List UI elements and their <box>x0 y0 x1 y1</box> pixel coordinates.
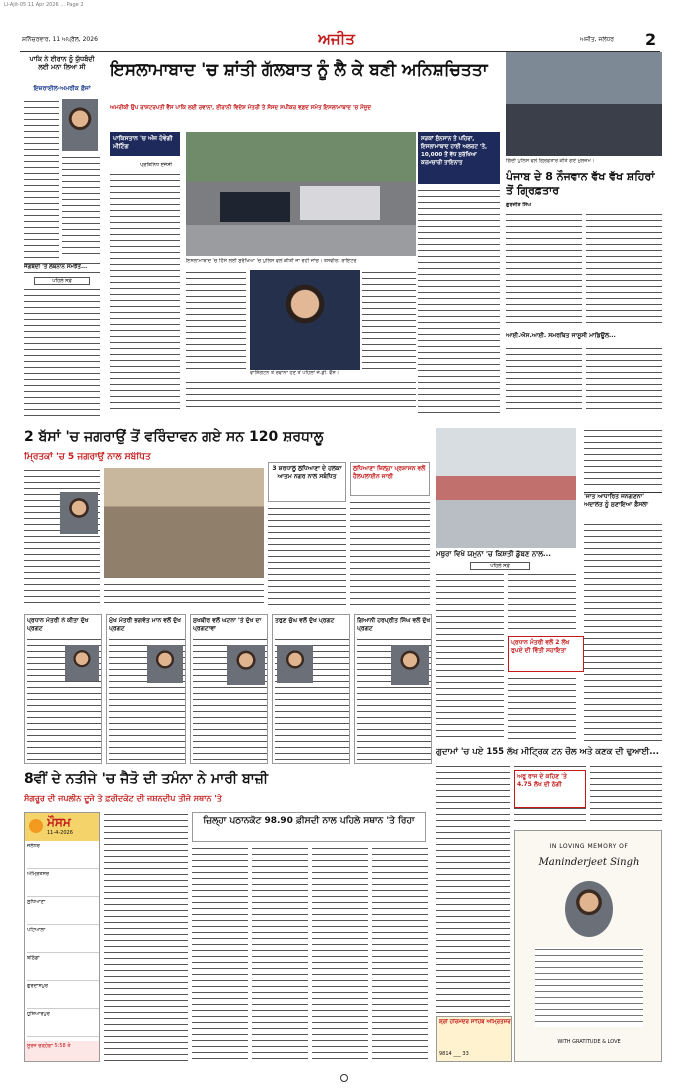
story2-text-1 <box>24 468 100 608</box>
lead-caption: ਇਸਲਾਮਾਬਾਦ 'ਚ ਹਿੱਸੇ ਲਈ ਸੁਰੱਖਿਆ 'ਚ ਪੁਲਿਸ ਵਲੋਂ ਕੀਤੀ ਜਾ ਰਹੀ ਜਾਂਚ। ਤਸਵੀਰ: ਰਾਇਟਰ <box>186 258 357 264</box>
masthead-edition: ਅਜੀਤ, ਜਲੰਧਰ <box>580 36 615 43</box>
weather-city: ਅੰਮ੍ਰਿਤਸਰ <box>27 871 49 877</box>
advert-phone: 9814 ___ 33 <box>439 1051 469 1057</box>
vance-photo <box>250 270 360 370</box>
masthead-logo: ਅਜੀਤ <box>318 30 355 48</box>
lead-box-2: ਸੜਕਾਂ ਸੁੰਨਸਾਨ ਤੇ ਪਹਿਰਾ, ਇਸਲਾਮਾਬਾਦ ਹਾਈ ਅਲਰਟ 'ਤੇ, 10,000 ਤੋਂ ਵੱਧ ਸੁਰੱਖਿਆ ਕਰਮਚਾਰੀ ਤਾਇਨਾਤ <box>418 132 500 184</box>
chugh-photo <box>277 645 313 683</box>
weather-date: 11-4-2026 <box>47 830 73 836</box>
condolence-box-5 <box>354 614 432 764</box>
lead-subhead: ਅਮਰੀਕੀ ਉਪ ਰਾਸ਼ਟਰਪਤੀ ਵੈਂਸ ਪਾਕਿ ਲਈ ਰਵਾਨਾ, ਈਰਾਨੀ ਵਿਦੇਸ਼ ਮੰਤਰੀ ਤੇ ਸੰਸਦ ਸਪੀਕਰ ਵਫ਼ਦ ਸਮੇਤ ਇਸਲਾਮਾਬਾਦ 'ਚ ਮੌਜੂਦ <box>110 105 372 111</box>
weather-city: ਬਠਿੰਡਾ <box>27 955 40 961</box>
condolence-title-1: ਪ੍ਰਧਾਨ ਮੰਤਰੀ ਨੇ ਕੀਤਾ ਦੁੱਖ ਪ੍ਰਗਟ <box>27 617 89 632</box>
condolence-title-4: ਤਰੁਣ ਚੁੱਘ ਵਲੋਂ ਦੁੱਖ ਪ੍ਰਗਟ <box>275 617 335 624</box>
left-teaser: ਜੰਗਬੰਦੀ 'ਤੇ ਲੇਬਨਾਨ ਸਮਝੌਤੇ... <box>24 263 100 273</box>
story2-text-4 <box>350 500 430 608</box>
story2-photo <box>104 468 264 578</box>
left-subhead: ਇਜ਼ਰਾਈਲ-ਅਮਰੀਕ ਫ਼ੌਜਾਂ <box>33 85 91 92</box>
arrest-text-1 <box>506 212 582 328</box>
weather-title: ਮੌਸਮ <box>47 815 71 829</box>
story2-inset-photo <box>60 492 98 534</box>
file-name: Ll-Ajit-05 11 Apr 2026 ... Page 2 <box>4 2 84 8</box>
file-bar <box>0 0 687 12</box>
bottom-right-box: ਅਰੂ ਰਾਜ ਦੇ ਕਹਿਣ 'ਤੇ 4.75 ਲੱਖ ਦੀ ਠੱਗੀ <box>514 770 586 808</box>
sukhbir-photo <box>227 645 265 685</box>
weather-row <box>27 899 99 925</box>
left-text-2 <box>62 155 100 259</box>
weather-city: ਜਲੰਧਰ <box>27 843 40 849</box>
weather-city: ਗੁਰਦਾਸਪੁਰ <box>27 983 48 989</box>
weather-row <box>27 955 99 981</box>
left-tag: ਪਹਿਲੇ ਸਫ਼ੇ <box>34 277 90 285</box>
weather-row <box>27 983 99 1009</box>
story3-subhead: ਸੰਗਰੂਰ ਦੀ ਜਪਲੀਨ ਦੂਜੇ ਤੇ ਫ਼ਰੀਦਕੋਟ ਦੀ ਜਸ਼ਨਦੀਪ ਤੀਜੇ ਸਥਾਨ 'ਤੇ <box>24 794 222 803</box>
mathura-text-2 <box>508 572 576 632</box>
condolence-box-4 <box>272 614 350 764</box>
memorial-name: Maninderjeet Singh <box>538 857 640 868</box>
weather-row <box>27 843 99 869</box>
memorial-box <box>514 830 662 1062</box>
lead-text-3 <box>186 270 246 370</box>
left-text-3 <box>24 287 100 419</box>
district-text-2 <box>252 846 308 1062</box>
masthead <box>20 30 660 52</box>
lead-photo-vehicle <box>220 192 290 222</box>
arrest-text-2 <box>586 212 662 328</box>
left-photo <box>62 99 98 151</box>
weather-row <box>27 871 99 897</box>
left-column <box>24 55 100 420</box>
district-headline: ਜ਼ਿਲ੍ਹਾ ਪਠਾਨਕੋਟ 98.90 ਫ਼ੀਸਦੀ ਨਾਲ ਪਹਿਲੇ ਸਥਾਨ 'ਤੇ ਰਿਹਾ <box>192 812 426 842</box>
story2-text-3 <box>268 506 346 608</box>
mathura-headline: ਮਥੁਰਾ ਵਿਖੇ ਯਮੁਨਾ 'ਚ ਕਿਸ਼ਤੀ ਡੁੱਬਣ ਨਾਲ... <box>436 550 551 558</box>
sun-icon <box>29 819 43 833</box>
arrest-photo <box>506 52 662 156</box>
advert-title: ਸ਼੍ਰੀ ਹਰਿਮੰਦਰ ਸਾਹਿਬ ਅੰਮ੍ਰਿਤਸਰ <box>439 1019 511 1025</box>
condolence-title-2: ਮੁੱਖ ਮੰਤਰੀ ਭਗਵੰਤ ਮਾਨ ਵਲੋਂ ਦੁੱਖ ਪ੍ਰਗਟ <box>109 617 181 632</box>
mathura-right-box: ਪ੍ਰਧਾਨ ਮੰਤਰੀ ਵਲੋਂ 2 ਲੱਖ ਰੁਪਏ ਦੀ ਵਿੱਤੀ ਸਹਾਇਤਾ <box>508 636 584 672</box>
weather-city: ਲੁਧਿਆਣਾ <box>27 899 46 905</box>
memorial-text <box>535 947 643 1027</box>
left-headline: ਪਾਕਿ ਨੇ ਈਰਾਨ ਨੂੰ ਯੁੱਧਬੰਦੀ ਲਈ ਮਨਾ ਲਿਆ ਸੀ <box>29 55 95 71</box>
memorial-foot: WITH GRATITUDE & LOVE <box>557 1039 621 1045</box>
right-mid-text-2 <box>584 522 662 742</box>
memorial-photo <box>565 881 613 937</box>
gold-text-1 <box>436 764 510 1014</box>
masthead-date: ਸ਼ਨਿੱਚਰਵਾਰ, 11 ਅਪ੍ਰੈਲ, 2026 <box>22 36 98 43</box>
story2-side2: ਲੁਧਿਆਣਾ ਜ਼ਿਲ੍ਹਾ ਪ੍ਰਸ਼ਾਸਨ ਵਲੋਂ ਹੈਲਪਲਾਈਨ ਜਾਰੀ <box>350 462 430 496</box>
arrest-headline: ਪੰਜਾਬ ਦੇ 8 ਨੌਜਵਾਨ ਵੱਖ ਵੱਖ ਸ਼ਹਿਰਾਂ ਤੋਂ ਗ੍ਰਿਫ਼ਤਾਰ <box>506 170 655 197</box>
lead-box-1: ਪਾਕਿਸਤਾਨ 'ਚ ਅੱਜ ਹੋਵੇਗੀ ਮੀਟਿੰਗ <box>110 132 180 156</box>
mathura-tag: ਪਹਿਲੇ ਸਫ਼ੇ <box>470 562 530 570</box>
district-text-3 <box>312 846 368 1062</box>
district-text-1 <box>192 846 248 1062</box>
lead-headline: ਇਸਲਾਮਾਬਾਦ 'ਚ ਸ਼ਾਂਤੀ ਗੱਲਬਾਤ ਨੂੰ ਲੈ ਕੇ ਬਣੀ ਅਨਿਸ਼ਚਿਤਤਾ <box>110 60 488 80</box>
weather-rows <box>25 843 100 1039</box>
lead-photo-truck <box>300 186 380 220</box>
memorial-title: IN LOVING MEMORY OF <box>549 843 629 850</box>
lead-text-2 <box>418 188 500 413</box>
story2-headline: 2 ਬੱਸਾਂ 'ਚ ਜਗਰਾਉਂ ਤੋਂ ਵਰਿੰਦਾਵਨ ਗਏ ਸਨ 120 ਸ਼ਰਧਾਲੂ <box>24 429 324 445</box>
harpreet-photo <box>391 645 429 685</box>
weather-footer: ਸੂਰਜ ਚੜ੍ਹੇਗਾ 5:58 ਤੇ <box>25 1041 100 1061</box>
arrest-sub: ਆਈ.ਐਸ.ਆਈ. ਸਮਰਥਿਤ ਜਾਸੂਸੀ ਮਾਡਿਊਲ... <box>506 332 616 339</box>
weather-box <box>24 812 100 1062</box>
condolence-box-2 <box>106 614 186 764</box>
mathura-text-3 <box>508 676 576 742</box>
weather-city: ਪਟਿਆਲਾ <box>27 927 46 933</box>
condolence-box-3 <box>190 614 268 764</box>
pm-photo <box>65 645 99 681</box>
condolence-title-3: ਸੁਖਬੀਰ ਵਲੋਂ ਘਟਨਾ 'ਤੇ ਦੁੱਖ ਦਾ ਪ੍ਰਗਟਾਵਾ <box>193 617 262 632</box>
right-mid-text-1 <box>584 428 662 488</box>
arrest-caption: ਗਿੰਦੀ ਪੁਲਿਸ ਵਲੋਂ ਗ੍ਰਿਫ਼ਤਾਰ ਕੀਤੇ ਗਏ ਮੁਲਜ਼ਮ। <box>506 158 595 164</box>
story2-side1: 3 ਸ਼ਰਧਾਲੂ ਲੁਧਿਆਣਾ ਦੇ ਹਲਕਾ ਆਤਮ ਨਗਰ ਨਾਲ ਸਬੰਧਿਤ <box>268 462 346 502</box>
condolence-box-1 <box>24 614 102 764</box>
page-number: 2 <box>645 30 657 49</box>
arrest-tag: ਗੁਰਜੀਤ ਸਿੰਘ <box>506 202 531 208</box>
story2-subhead: ਮ੍ਰਿਤਕਾਂ 'ਚ 5 ਜਗਰਾਉਂ ਨਾਲ ਸਬੰਧਿਤ <box>24 452 151 462</box>
right-mid-headline: 'ਜਾਤ ਆਧਾਰਿਤ ਜਨਗਣਨਾ' ਅਦਾਲਤ ਨੂੰ ਸੁਣਾਇਆ ਫ਼ੈਸਲਾ <box>584 492 662 518</box>
mathura-text-1 <box>436 572 504 742</box>
left-text-1 <box>24 99 59 259</box>
lead-text-5 <box>186 380 416 412</box>
arrest-text-4 <box>586 346 662 412</box>
lead-byline: ਪ੍ਰਤਿਨਿਧ ਏਜੰਸੀ <box>140 162 173 168</box>
cm-photo <box>147 645 183 683</box>
weather-city: ਹੁਸ਼ਿਆਰਪੁਰ <box>27 1011 50 1017</box>
story3-headline: 8ਵੀਂ ਦੇ ਨਤੀਜੇ 'ਚ ਜੈਤੋ ਦੀ ਤਮੰਨਾ ਨੇ ਮਾਰੀ ਬਾਜ਼ੀ <box>24 771 269 787</box>
lead-text-1 <box>110 172 180 412</box>
gold-text-3 <box>590 764 662 824</box>
weather-header <box>25 813 100 841</box>
condolence-title-5: ਗਿਆਨੀ ਹਰਪ੍ਰੀਤ ਸਿੰਘ ਵਲੋਂ ਦੁੱਖ ਪ੍ਰਗਟ <box>357 617 431 632</box>
story2-text-2 <box>104 582 264 608</box>
condolence-row <box>24 614 432 764</box>
lead-text-4 <box>362 270 416 370</box>
registration-mark-bottom <box>340 1074 348 1082</box>
weather-row <box>27 1011 99 1037</box>
vance-caption: ਵਾਸ਼ਿੰਗਟਨ ਤੋਂ ਰਵਾਨਾ ਹੋਣ ਤੋਂ ਪਹਿਲਾਂ ਜੇ.ਡੀ. ਵੈਂਸ। <box>250 370 340 376</box>
arrest-text-3 <box>506 346 582 412</box>
gold-headline: ਗੁਦਾਮਾਂ 'ਚ ਪਏ 155 ਲੱਖ ਮੀਟ੍ਰਿਕ ਟਨ ਚੌਲ ਅਤੇ ਕਣਕ ਦੀ ਢੁਆਈ... <box>436 747 659 757</box>
district-text-4 <box>372 846 428 1062</box>
hospital-photo <box>436 428 576 548</box>
weather-row <box>27 927 99 953</box>
